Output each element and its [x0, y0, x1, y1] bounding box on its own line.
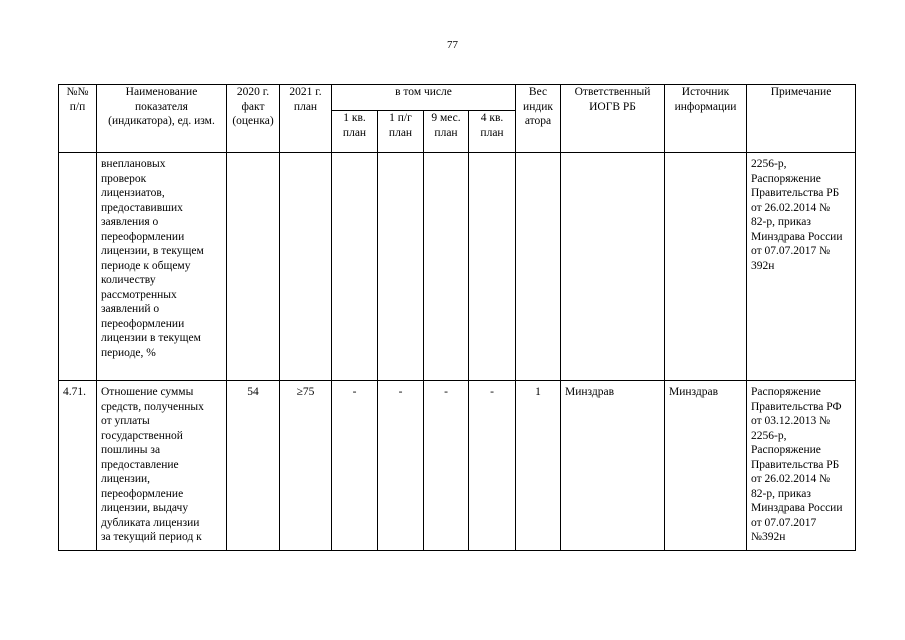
header-9m-plan: 9 мес. план	[424, 111, 469, 153]
table-header	[59, 85, 856, 153]
cell-plan-2021	[280, 153, 332, 381]
header-name: Наименование показателя (индикатора), ед. изм.	[97, 85, 227, 153]
cell-9m: -	[424, 381, 469, 551]
cell-h1	[378, 153, 424, 381]
header-row-top	[59, 85, 856, 111]
cell-note: 2256-р, Распоряжение Правительства РБ от 26.02.2014 № 82-р, приказ Минздрава России от 07.07.2017 № 392н	[747, 153, 856, 381]
header-source: Источник информации	[665, 85, 747, 153]
cell-source: Минздрав	[665, 381, 747, 551]
header-h1-plan: 1 п/г план	[378, 111, 424, 153]
table-row	[59, 381, 856, 551]
header-q4-plan: 4 кв. план	[469, 111, 516, 153]
header-q1-plan: 1 кв. план	[332, 111, 378, 153]
header-plan-2021: 2021 г. план	[280, 85, 332, 153]
cell-9m	[424, 153, 469, 381]
header-note: Примечание	[747, 85, 856, 153]
cell-q1	[332, 153, 378, 381]
cell-q4	[469, 153, 516, 381]
cell-weight	[516, 153, 561, 381]
cell-source	[665, 153, 747, 381]
table-row	[59, 153, 856, 381]
cell-num: 4.71.	[59, 381, 97, 551]
indicators-table	[58, 84, 856, 551]
cell-h1: -	[378, 381, 424, 551]
cell-fact-2020: 54	[227, 381, 280, 551]
header-responsible: Ответственный ИОГВ РБ	[561, 85, 665, 153]
cell-weight: 1	[516, 381, 561, 551]
cell-note: Распоряжение Правительства РФ от 03.12.2013 № 2256-р, Распоряжение Правительства РБ от 26.02.2014 № 82-р, приказ Минздрава России от 07.07.2017 №392н	[747, 381, 856, 551]
cell-responsible: Минздрав	[561, 381, 665, 551]
cell-responsible	[561, 153, 665, 381]
page-number: 77	[447, 39, 458, 51]
cell-name: внеплановых проверок лицензиатов, предоставивших заявления о переоформлении лицензии, в текущем периоде к общему количеству рассмотренных заявлений о переоформлении лицензии в текущем периоде, %	[97, 153, 227, 381]
cell-name: Отношение суммы средств, полученных от уплаты государственной пошлины за предоставление лицензии, переоформление лицензии, выдачу дубликата лицензии за текущий период к	[97, 381, 227, 551]
header-including: в том числе	[332, 85, 516, 111]
header-weight: Вес индик атора	[516, 85, 561, 153]
cell-q1: -	[332, 381, 378, 551]
cell-fact-2020	[227, 153, 280, 381]
cell-num	[59, 153, 97, 381]
header-fact-2020: 2020 г. факт (оценка)	[227, 85, 280, 153]
cell-plan-2021: ≥75	[280, 381, 332, 551]
header-num: №№ п/п	[59, 85, 97, 153]
cell-q4: -	[469, 381, 516, 551]
